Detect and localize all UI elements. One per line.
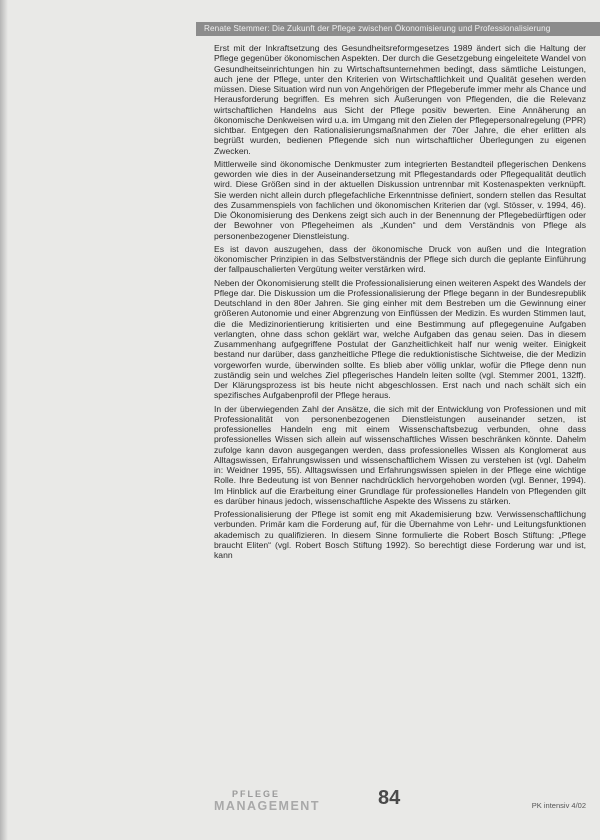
paragraph-5: In der überwiegenden Zahl der Ansätze, die sich mit der Entwicklung von Professionen und mit Professionalität von personenbezogenen Dienstleistungen auseinander setzen, ist professionelles Handeln eng mit einem Wissenschaftsbezug verbunden, ohne dass professionelles Wissen sich allein auf wissenschaftliches Wissen beschränken könnte. Dahelm zufolge kann davon ausgegangen werden, dass professionelles Wissen als Konglomerat aus Alltagswissen, Erfahrungswissen und wissenschaftlichem Wissen zu verstehen ist (vgl. Dahelm in: Weidner 1995, 55). Alltagswissen und Erfahrungswissen spielen in der Pflege eine wichtige Rolle. Ihre Bedeutung ist von Benner nachdrücklich hervorgehoben worden (vgl. Benner, 1994). Im Hinblick auf die Erarbeitung einer Grundlage für professionelles Handeln von Pflegenden gilt es darüber hinaus jedoch, wissenschaftliche Aspekte des Wissens zu stärken. [214, 403, 586, 506]
logo-bottom-text: MANAGEMENT [214, 799, 320, 813]
paragraph-3: Es ist davon auszugehen, dass der ökonomische Druck von außen und die Integration ökonomischer Prinzipien in das Selbstverständnis der Pflege sich durch die geplante Einführung der fallpauschalierten Vergütung weiter verstärken wird. [214, 243, 586, 275]
article-body [214, 43, 586, 791]
journal-logo [214, 787, 344, 815]
page-footer [210, 787, 586, 817]
paragraph-6: Professionalisierung der Pflege ist somit eng mit Akademisierung bzw. Verwissenschaftlichung verbunden. Primär kam die Forderung auf, für die Übernahme von Lehr- und Leitungsfunktionen akademisch zu qualifizieren. In diesem Sinne formulierte die Robert Bosch Stiftung: „Pflege braucht Eliten“ (vgl. Robert Bosch Stiftung 1992). So berechtigt diese Forderung war und ist, kann [214, 509, 586, 560]
page-spine-shadow [0, 0, 8, 840]
paragraph-1: Erst mit der Inkraftsetzung des Gesundheitsreformgesetzes 1989 ändert sich die Haltung der Pflege gegenüber ökonomischen Aspekten. Der durch die Gesetzgebung eingeleitete Wandel von Gesundheitseinrichtungen hin zu Wirtschaftsunternehmen bedingt, dass sämtliche Leistungen, auch jene der Pflege, unter den Kriterien von Wirtschaftlichkeit und Qualität gesehen werden müssen. Diese Situation wird nun von Angehörigen der Pflegeberufe immer mehr als Chance und Herausforderung begriffen. Es mehren sich Äußerungen von Pflegenden, die die Relevanz wirtschaftlichen Handelns aus Sicht der Pflege positiv bewerten. Eine Annäherung an ökonomische Denkweisen wird u.a. im Umgang mit den Zielen der Pflegepersonalregelung (PPR) sichtbar. Entgegen den Rationalisierungsmaßnahmen der 70er Jahre, die eher erlitten als begrüßt wurden, bedienen Pflegende sich nun wirtschaftlicher Überlegungen zu eigenen Zwecken. [214, 43, 586, 156]
paragraph-4: Neben der Ökonomisierung stellt die Professionalisierung einen weiteren Aspekt des Wandels der Pflege dar. Die Diskussion um die Professionalisierung der Pflege begann in der Bundesrepublik Deutschland in den 80er Jahren. Sie ging einher mit dem Bestreben um die Gewinnung einer größeren Autonomie und einer Abgrenzung von Einflüssen der Medizin. Es wurden Stimmen laut, die die Medizinorientierung kritisierten und eine Bestimmung auf pflegegenuine Aufgaben verlangten, ohne dass schon geklärt war, welche Aufgaben das genau seien. Das in diesem Zusammenhang aufgegriffene Postulat der Ganzheitlichkeit half nur wenig weiter. Einigkeit bestand nur darüber, dass ganzheitliche Pflege die reduktionistische Sichtweise, die der Medizin vorgeworfen wurde, überwinden sollte. Es blieb aber völlig unklar, wofür die Pflege denn nun zuständig sein und welches Ziel pflegerisches Handeln leiten sollte (vgl. Stemmer 2001, 132ff). Der Klärungsprozess ist bis heute nicht abgeschlossen. Erst nach und nach schält sich ein spezifisches Aufgabenprofil der Pflege heraus. [214, 277, 586, 401]
running-header-title: Renate Stemmer: Die Zukunft der Pflege zwischen Ökonomisierung und Professionalisierung [204, 24, 551, 33]
issue-label: PK intensiv 4/02 [531, 801, 586, 810]
page-number: 84 [378, 787, 401, 809]
logo-top-text: PFLEGE [232, 789, 281, 799]
paragraph-2: Mittlerweile sind ökonomische Denkmuster zum integrierten Bestandteil pflegerischen Denkens geworden wie dies in der Auseinandersetzung mit Pflegestandards oder Pflegequalität deutlich wird. Diese Größen sind in der aktuellen Diskussion untrennbar mit Kostenaspekten verknüpft. Sie werden nicht allein durch pflegefachliche Erkenntnisse definiert, sondern stellen das Resultat des Zusammenspiels von fachlichen und ökonomischen Kriterien dar (vgl. Stösser, v. 1994, 46). Die Ökonomisierung des Denkens zeigt sich auch in der Benennung der Pflegebedürftigen oder der Bewohner von Pflegeheimen als „Kunden“ und dem Verständnis von Pflege als personenbezogener Dienstleistung. [214, 158, 586, 241]
